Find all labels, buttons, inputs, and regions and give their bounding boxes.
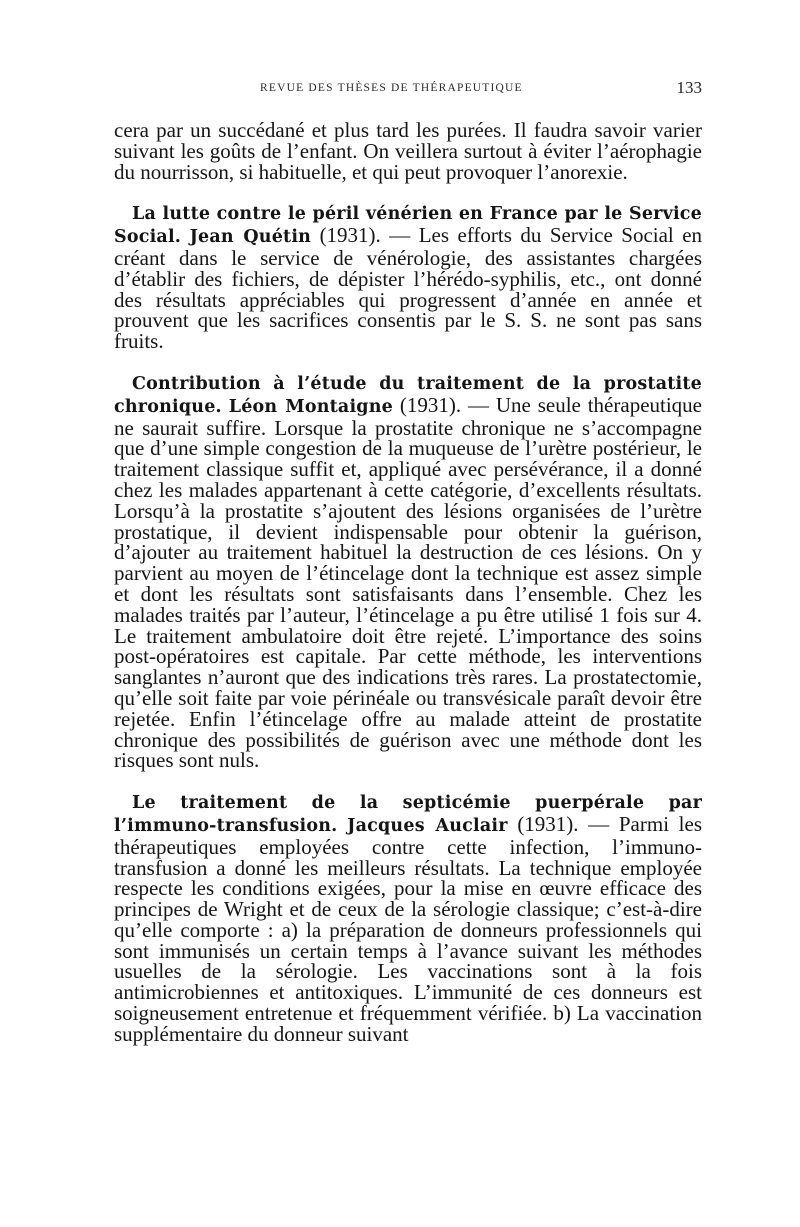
entry-puerperal-septicemia [114,791,702,1045]
entry-body: — Une seule thérapeutique ne saurait suffire. Lorsque la prostatite chronique ne s’accompagne que d’une simple congestion de la muqueuse de l’urètre postérieur, le traitement classique suffit et, appliqué avec persévérance, il a donné chez les malades appartenant à cette catégorie, d’excellents résultats. Lorsqu’à la prostatite s’ajoutent des lésions organisées de l’urètre prostatique, il devient indispensable pour obtenir la guérison, d’ajouter au traitement habituel la destruction de ces lésions. On y parvient au moyen de l’étincelage dont la technique est assez simple et dont les résultats sont satisfaisants dans l’ensemble. Chez les malades traités par l’auteur, l’étincelage a pu être utilisé 1 fois sur 4. Le traitement ambulatoire doit être rejeté. L’importance des soins post-opératoires est capitale. Par cette méthode, les interventions sanglantes n’auront que des indications très rares. La prostatectomie, qu’elle soit faite par voie périnéale ou transvésicale paraît devoir être rejetée. Enfin l’étincelage offre au malade atteint de prostatite chronique des possibilités de guérison avec une méthode dont les risques sont nuls. [114,392,703,773]
running-header [114,72,702,102]
entry-venereal-peril [114,202,702,352]
entry-title: Le traitement de la septicémie puerpérale par l’immuno-transfusion. [114,793,702,836]
entry-title: La lutte contre le péril vénérien en France par le Service Social. [114,204,702,248]
entry-author: Jean Quétin [189,227,312,248]
intro-continuation-paragraph: cera par un succédané et plus tard les purées. Il faudra savoir varier suivant les goûts de l’enfant. On veillera surtout à éviter l’aérophagie du nourrisson, si habituelle, et qui peut provoquer l’anorexie. [114,118,702,184]
entry-author: Léon Montaigne [228,396,393,417]
entry-title: Contribution à l’étude du traitement de la prostatite chronique. [114,373,702,417]
entry-year: (1931). [319,223,381,248]
page-number: 133 [676,78,702,97]
entry-year: (1931). [517,811,579,836]
entry-body: — Parmi les thérapeutiques employées contre cette infection, l’immuno-transfusion a donné les meilleurs résultats. La technique employée respecte les conditions exigées, pour la mise en œuvre efficace des principes de Wright et de ceux de la sérologie classique; c’est-à-dire qu’elle comporte : a) la préparation de donneurs professionnels qui sont immunisés un certain temps à l’avance suivant les méthodes usuelles de la sérologie. Les vaccinations sont à la fois antimicrobiennes et antitoxiques. L’immunité de ces donneurs est soigneusement entretenue et fréquemment vérifiée. b) La vaccination supplémentaire du donneur suivant [114,811,703,1046]
entry-body: — Les efforts du Service Social en créant dans le service de vénérologie, des assistantes chargées d’établir des fichiers, de dépister l’hérédo-syphilis, etc., ont donné des résultats appréciables qui progressent d’année en année et prouvent que les sacrifices consentis par le S. S. ne sont pas sans fruits. [114,223,703,354]
entry-chronic-prostatitis [114,372,702,771]
running-title: REVUE DES THÈSES DE THÉRAPEUTIQUE [260,82,523,94]
entry-author: Jacques Auclair [347,815,508,836]
entry-year: (1931). [399,392,462,417]
